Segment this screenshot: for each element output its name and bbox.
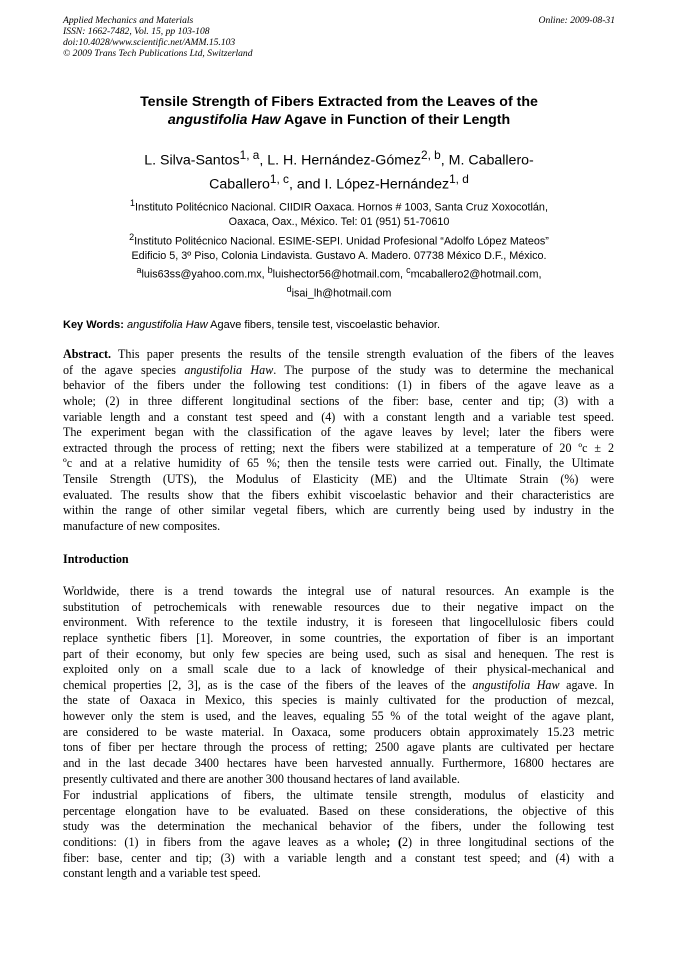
paper-title <box>63 93 615 129</box>
doi: doi:10.4028/www.scientific.net/AMM.15.103 <box>63 37 236 48</box>
keywords <box>63 318 615 332</box>
abstract <box>63 347 614 535</box>
intro-line: Worldwide, there is a trend towards the integral use of natural resources. An example is the <box>63 584 614 598</box>
affiliation-2-marker: 2 <box>129 231 135 242</box>
intro-line: substitution of petrochemicals with renewable resources due to their negative impact on the <box>63 599 614 614</box>
abstract-line: variable length and a constant test speed and (4) with a constant length and a variable test speed. <box>63 409 614 424</box>
abstract-line: The experiment began with the classification of the agave leaves by level; later the fibers were <box>63 425 614 440</box>
abstract-line: Tensile Strength (UTS), the Modulus of Elasticity (ME) and the Ultimate Strain (%) were <box>63 472 614 487</box>
affiliation-1-line-1 <box>63 196 615 215</box>
author-2-sup: 2, b <box>421 148 441 162</box>
abstract-line: whole; (2) in three different longitudinal sections of the fiber: base, center and tip; (3) with a <box>63 393 614 408</box>
intro-text: chemical properties [2, 3], as is the case of the fibers of the leaves of the <box>63 677 473 692</box>
abstract-text: . The purpose of the study was to determine the mechanical <box>273 362 614 377</box>
intro-line: percentage elongation have to be evaluated. Based on these considerations, the objective of this <box>63 803 614 818</box>
abstract-line: behavior of the fibers under the following test conditions: (1) in fibers of the agave leave as a <box>63 378 614 393</box>
introduction-paragraph-2 <box>63 788 614 882</box>
intro-species: angustifolia Haw <box>472 677 560 692</box>
intro-line: the state of Oaxaca in Mexico, this species is mainly cultivated for the production of mezcal, <box>63 693 614 708</box>
email-d: isai_lh@hotmail.com <box>291 287 392 300</box>
affiliation-2-line-2: Edificio 5, 3º Piso, Colonia Lindavista. Gustavo A. Madero. 07738 México D.F., México. <box>131 249 547 262</box>
email-line-2 <box>63 282 615 301</box>
intro-line: and in the last decade 3400 hectares have been harvested annually. Furthermore, 16800 hectares are <box>63 756 614 771</box>
authors-line-1 <box>70 146 608 170</box>
intro-text: conditions: (1) in fibers from the agave leaves as a whole <box>63 834 387 849</box>
intro-line: study was the determination the mechanical behavior of the fibers, under the following test <box>63 819 614 834</box>
affiliation-2-line-1 <box>63 230 615 249</box>
abstract-line <box>63 363 614 379</box>
author-3-part-1: , M. Caballero- <box>440 152 534 169</box>
affiliations <box>63 196 615 301</box>
author-list <box>70 146 608 193</box>
abstract-line: extracted through the process of retting; next the fibers were stabilized at a temperature of 20 ºc ± 2 <box>63 440 614 455</box>
intro-line: exploited only on a small scale due to a lack of knowledge of their physical-mechanical and <box>63 662 614 677</box>
author-1: L. Silva-Santos <box>144 152 240 169</box>
section-heading-introduction: Introduction <box>63 552 129 566</box>
author-3-sup: 1, c <box>269 171 289 186</box>
abstract-species: angustifolia Haw <box>184 362 274 377</box>
authors-line-2 <box>70 170 608 194</box>
affiliation-1-marker: 1 <box>130 198 136 208</box>
abstract-text: This paper presents the results of the tensile strength evaluation of the fibers of the leaves <box>111 347 614 361</box>
affiliation-1-line-2: Oaxaca, Oax., México. Tel: 01 (951) 51-70610 <box>228 216 450 229</box>
intro-line: constant length and a variable test speed. <box>63 866 261 881</box>
email-c-marker: c <box>406 265 411 276</box>
intro-text: agave. In <box>559 677 614 692</box>
email-line-1 <box>63 263 615 282</box>
email-a-marker: a <box>136 265 142 276</box>
introduction-paragraph-1 <box>63 584 614 787</box>
abstract-text: of the agave species <box>63 362 185 377</box>
keywords-species: angustifolia Haw <box>126 319 208 331</box>
author-4: , and I. López-Hernández <box>288 176 450 193</box>
email-a: luis63ss@yahoo.com.mx, <box>141 268 268 281</box>
intro-line: tons of fiber per hectare through the process of retting; 2500 agave plants are cultivated per hectare <box>63 740 614 755</box>
email-b-marker: b <box>267 265 273 276</box>
intro-line: however only the stem is used, and the leaves, equaling 55 % of the total weight of the agave plant, <box>63 709 614 724</box>
affiliation-1-text: Instituto Politécnico Nacional. CIIDIR Oaxaca. Hornos # 1003, Santa Cruz Xoxocotlán, <box>135 201 548 214</box>
author-1-sup: 1, a <box>239 148 260 162</box>
journal-name: Applied Mechanics and Materials <box>63 15 194 26</box>
author-2: , L. H. Hernández-Gómez <box>259 152 422 169</box>
abstract-line: evaluated. The results show that the fibers exhibit viscoelastic behavior and their characteristics are <box>63 487 614 502</box>
intro-line: are considered to be waste material. In Oaxaca, some producers obtain approximately 15.23 metric <box>63 724 614 739</box>
keywords-label: Key Words: <box>63 319 124 331</box>
intro-line: replace synthetic fibers [1]. Moreover, in some countries, the exportation of fiber is an important <box>63 630 614 645</box>
abstract-label: Abstract. <box>63 347 112 361</box>
intro-line: environment. With reference to the textile industry, it is foreseen that lingocellulosic fibers could <box>63 615 614 630</box>
abstract-line <box>63 347 614 363</box>
title-line-1: Tensile Strength of Fibers Extracted from the Leaves of the <box>140 94 538 110</box>
intro-line: presently cultivated and there are another 300 thousand hectares of land available. <box>63 771 460 786</box>
intro-line: fiber: base, center and tip; (3) with a variable length and a constant test speed; and (4) with a <box>63 850 614 865</box>
running-header <box>63 15 615 59</box>
intro-text: ; ( <box>386 834 402 849</box>
title-species: angustifolia Haw <box>167 112 281 128</box>
keywords-rest: Agave fibers, tensile test, viscoelastic behavior. <box>207 319 441 331</box>
intro-line <box>63 835 614 851</box>
email-b: luishector56@hotmail.com, <box>272 268 407 281</box>
intro-line <box>63 678 614 694</box>
email-d-marker: d <box>286 284 292 295</box>
intro-line: For industrial applications of fibers, the ultimate tensile strength, modulus of elasticity and <box>63 788 614 802</box>
email-c: mcaballero2@hotmail.com, <box>410 268 542 281</box>
abstract-line: within the range of other similar vegetal fibers, which are currently being used by industry in the <box>63 503 614 518</box>
online-date: Online: 2009-08-31 <box>538 15 615 26</box>
abstract-line: ºc and at a relative humidity of 65 %; then the tensile tests were carried out. Finally, the Ultimate <box>63 456 614 471</box>
author-4-sup: 1, d <box>449 171 469 186</box>
intro-line: part of their economy, but only few species are being used, such as sisal and henequen. The rest is <box>63 646 614 661</box>
copyright: © 2009 Trans Tech Publications Ltd, Switzerland <box>63 48 253 59</box>
author-3-part-2: Caballero <box>209 176 270 193</box>
title-line-2 <box>63 111 615 129</box>
intro-text: 2) in three longitudinal sections of the <box>402 834 614 849</box>
issn: ISSN: 1662-7482, Vol. 15, pp 103-108 <box>63 26 210 37</box>
abstract-line: manufacture of new composites. <box>63 519 221 534</box>
title-line-2-rest: Agave in Function of their Length <box>280 112 511 128</box>
affiliation-2-text: Instituto Politécnico Nacional. ESIME-SEPI. Unidad Profesional “Adolfo López Mateos” <box>134 235 549 248</box>
